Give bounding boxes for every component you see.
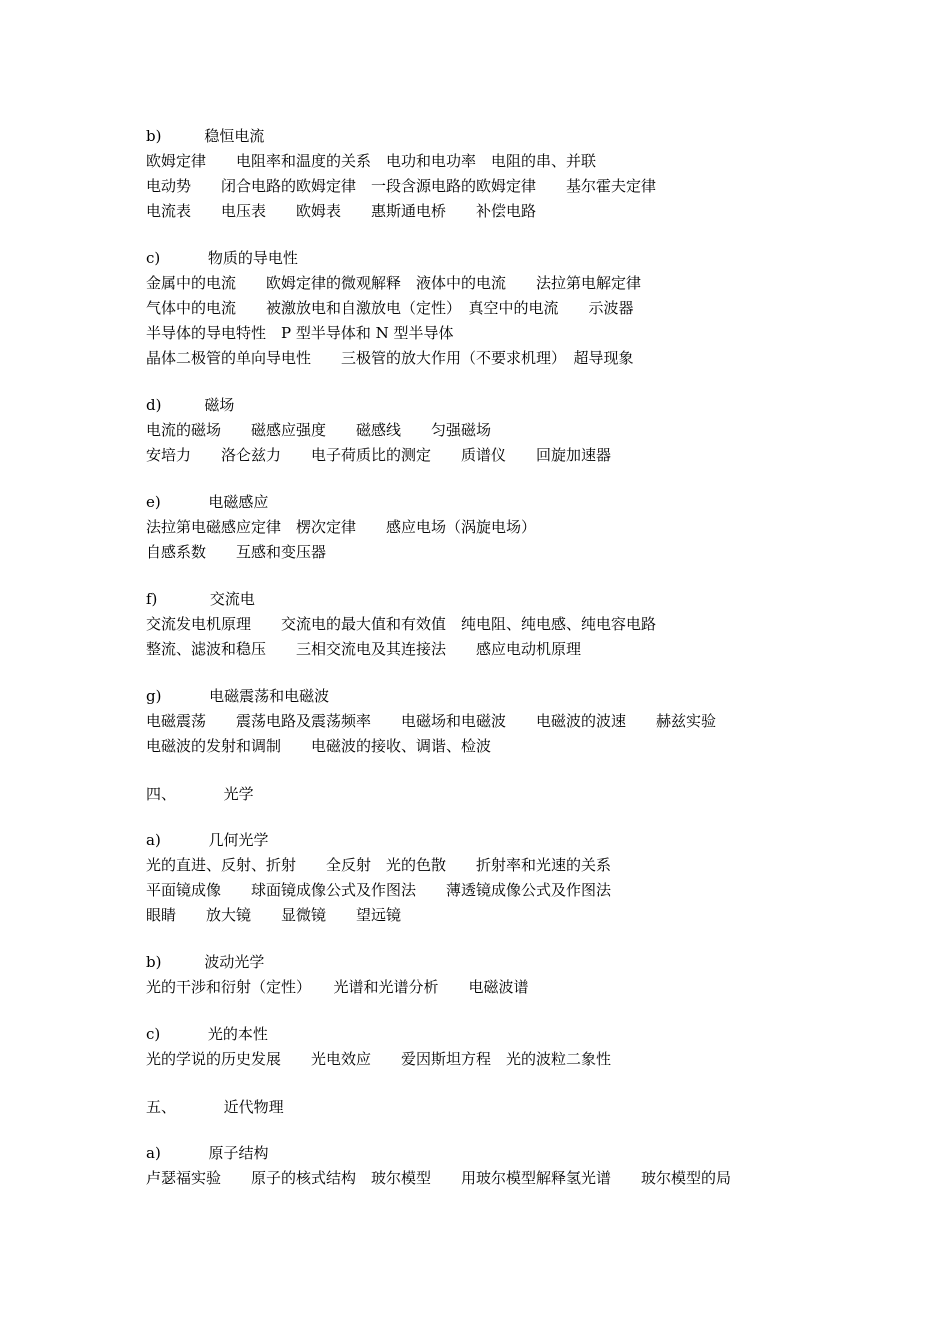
text-line: 半导体的导电特性 P 型半导体和 N 型半导体 bbox=[146, 324, 454, 342]
section-heading: g) 电磁震荡和电磁波 bbox=[146, 687, 330, 705]
text-line: 电流表 电压表 欧姆表 惠斯通电桥 补偿电路 bbox=[146, 202, 537, 220]
text-line: 交流发电机原理 交流电的最大值和有效值 纯电阻、纯电感、纯电容电路 bbox=[146, 615, 657, 633]
text-line: 安培力 洛仑兹力 电子荷质比的测定 质谱仪 回旋加速器 bbox=[146, 446, 612, 464]
chapter-heading: 五、 近代物理 bbox=[146, 1098, 284, 1116]
text-line: 光的直进、反射、折射 全反射 光的色散 折射率和光速的关系 bbox=[146, 856, 612, 874]
text-line: 电磁波的发射和调制 电磁波的接收、调谐、检波 bbox=[146, 737, 492, 755]
text-line: 晶体二极管的单向导电性 三极管的放大作用（不要求机理） 超导现象 bbox=[146, 349, 634, 367]
section-heading: b) 稳恒电流 bbox=[146, 127, 265, 145]
section-heading: f) 交流电 bbox=[146, 590, 255, 608]
text-line: 眼睛 放大镜 显微镜 望远镜 bbox=[146, 906, 402, 924]
text-line: 金属中的电流 欧姆定律的微观解释 液体中的电流 法拉第电解定律 bbox=[146, 274, 642, 292]
text-line: 光的学说的历史发展 光电效应 爱因斯坦方程 光的波粒二象性 bbox=[146, 1050, 612, 1068]
chapter-heading: 四、 光学 bbox=[146, 785, 254, 803]
text-line: 气体中的电流 被激放电和自激放电（定性） 真空中的电流 示波器 bbox=[146, 299, 634, 317]
text-line: 欧姆定律 电阻率和温度的关系 电功和电功率 电阻的串、并联 bbox=[146, 152, 597, 170]
text-line: 电流的磁场 磁感应强度 磁感线 匀强磁场 bbox=[146, 421, 492, 439]
text-line: 电动势 闭合电路的欧姆定律 一段含源电路的欧姆定律 基尔霍夫定律 bbox=[146, 177, 657, 195]
section-heading: a) 原子结构 bbox=[146, 1144, 269, 1162]
text-line: 电磁震荡 震荡电路及震荡频率 电磁场和电磁波 电磁波的波速 赫兹实验 bbox=[146, 712, 717, 730]
text-line: 卢瑟福实验 原子的核式结构 玻尔模型 用玻尔模型解释氢光谱 玻尔模型的局 bbox=[146, 1169, 732, 1187]
section-heading: e) 电磁感应 bbox=[146, 493, 269, 511]
text-line: 平面镜成像 球面镜成像公式及作图法 薄透镜成像公式及作图法 bbox=[146, 881, 612, 899]
section-heading: b) 波动光学 bbox=[146, 953, 265, 971]
section-heading: c) 物质的导电性 bbox=[146, 249, 298, 267]
text-line: 整流、滤波和稳压 三相交流电及其连接法 感应电动机原理 bbox=[146, 640, 582, 658]
section-heading: d) 磁场 bbox=[146, 396, 235, 414]
text-line: 自感系数 互感和变压器 bbox=[146, 543, 327, 561]
text-line: 光的干涉和衍射（定性） 光谱和光谱分析 电磁波谱 bbox=[146, 978, 529, 996]
text-line: 法拉第电磁感应定律 楞次定律 感应电场（涡旋电场） bbox=[146, 518, 537, 536]
section-heading: c) 光的本性 bbox=[146, 1025, 268, 1043]
section-heading: a) 几何光学 bbox=[146, 831, 269, 849]
